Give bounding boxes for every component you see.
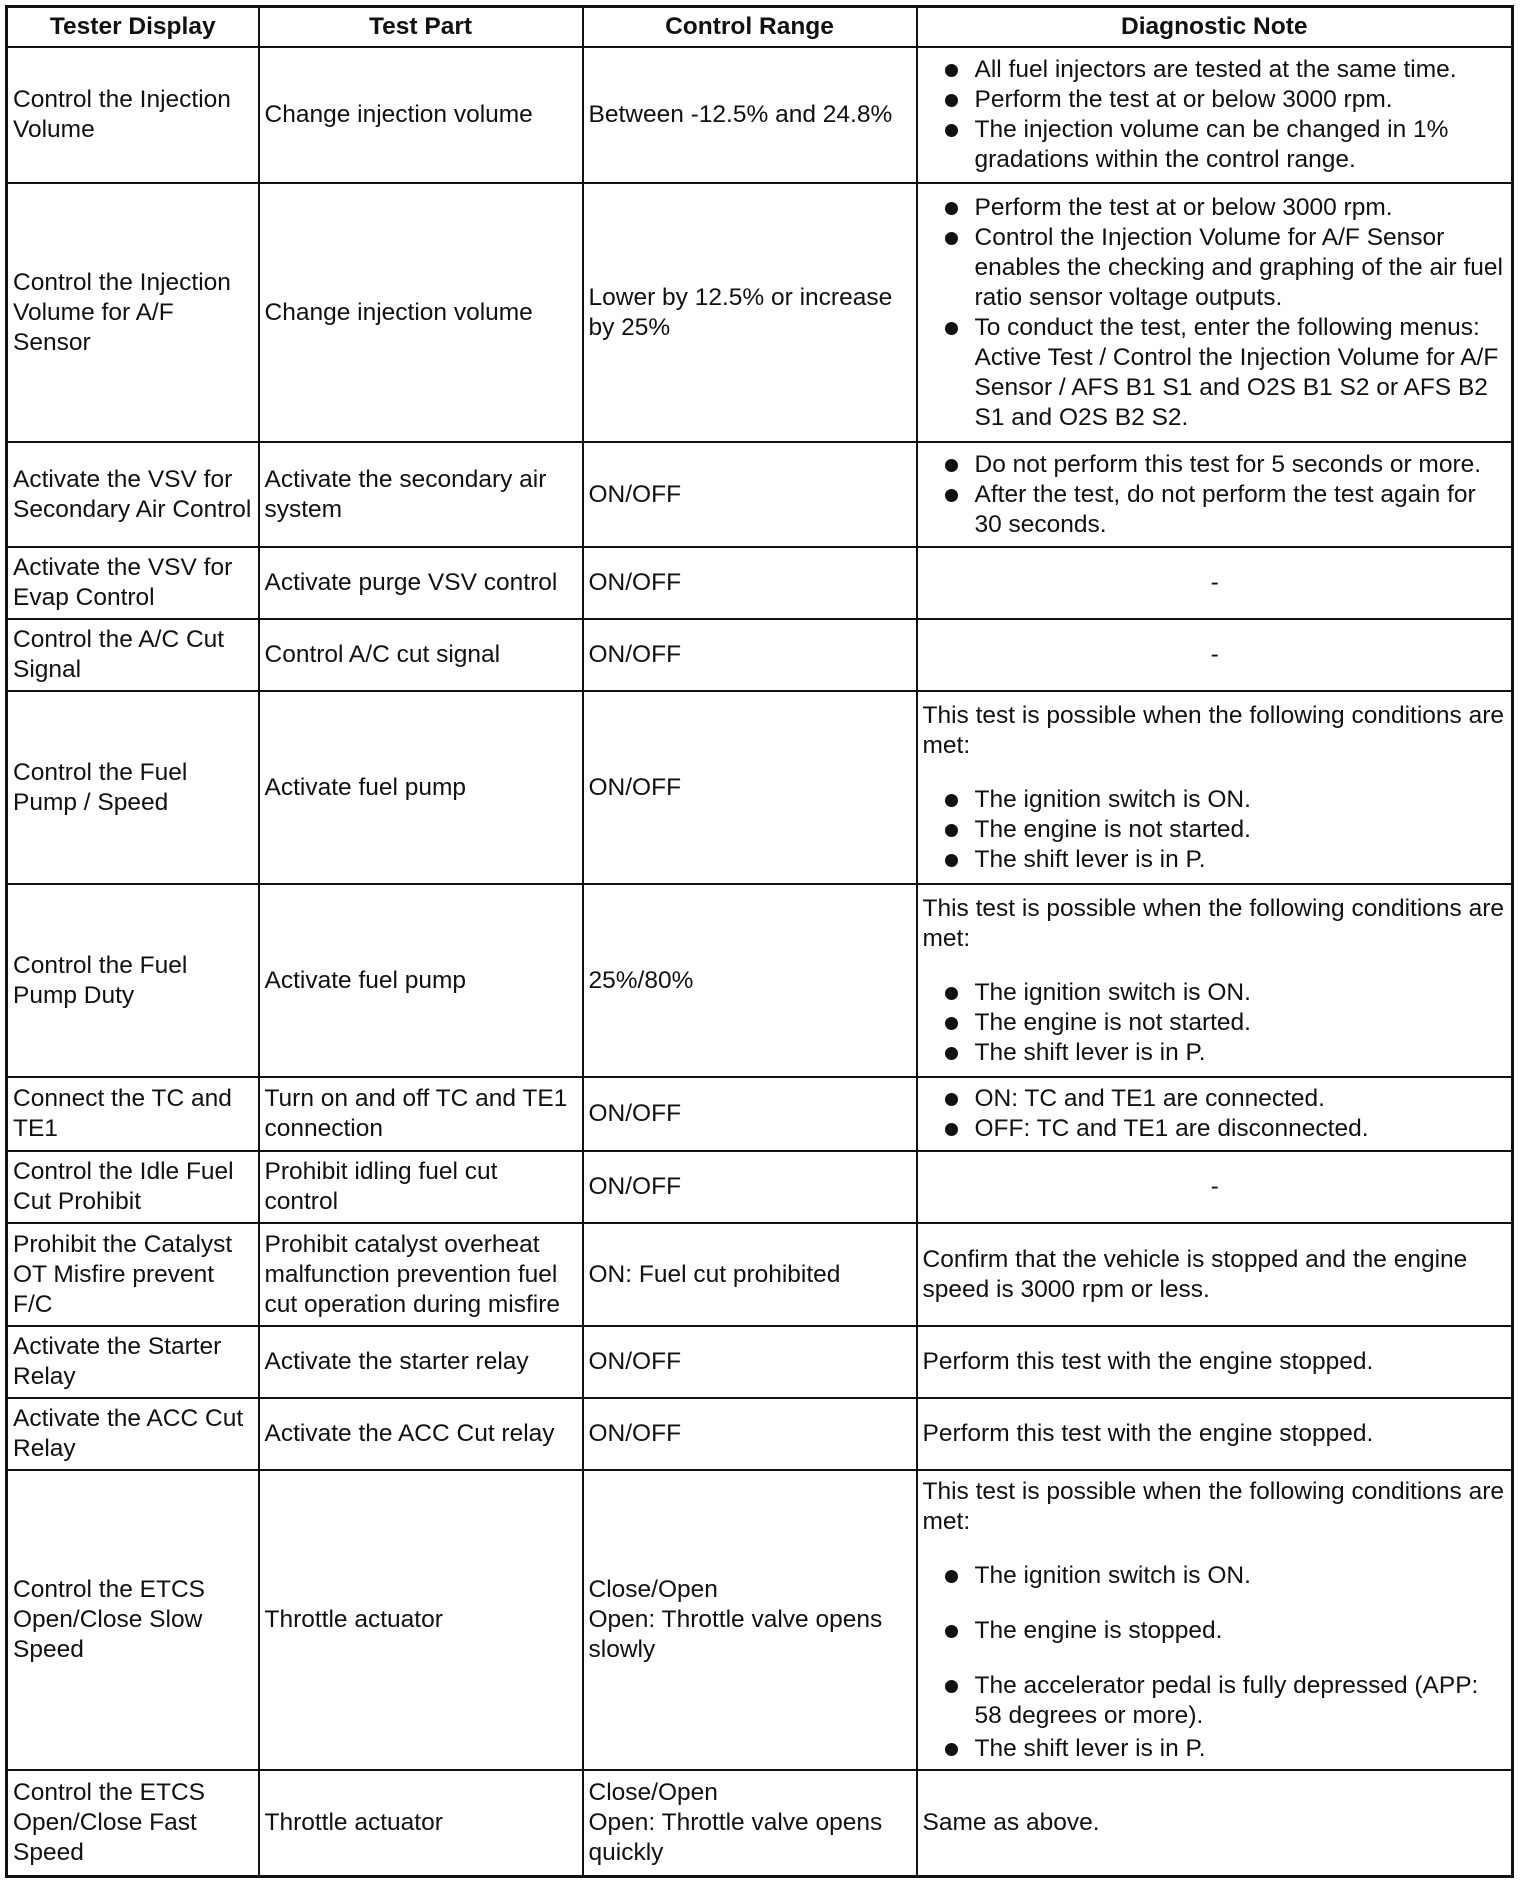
note-bullet: All fuel injectors are tested at the same time.	[923, 55, 1508, 85]
cell-diagnostic-note	[917, 47, 1513, 183]
cell-diagnostic-note: Same as above.	[917, 1770, 1513, 1876]
cell-tester-display: Control the ETCS Open/Close Fast Speed	[7, 1770, 259, 1876]
cell-tester-display: Activate the Starter Relay	[7, 1326, 259, 1398]
table-row	[7, 1770, 1513, 1876]
table-row	[7, 1326, 1513, 1398]
note-bullet: ON: TC and TE1 are connected.	[923, 1084, 1508, 1114]
note-bullet: To conduct the test, enter the following menus: Active Test / Control the Injection Volume for A/F Sensor / AFS B1 S1 and O2S B1 S2 or AFS B2 S1 and O2S B2 S2.	[923, 313, 1508, 433]
control-range-line: Open: Throttle valve opens quickly	[588, 1808, 883, 1866]
note-bullet: The shift lever is in P.	[923, 1734, 1508, 1764]
cell-tester-display: Control the ETCS Open/Close Slow Speed	[7, 1470, 259, 1770]
table-row	[7, 1223, 1513, 1326]
note-list	[923, 55, 1508, 175]
header-row	[7, 7, 1513, 48]
cell-tester-display: Connect the TC and TE1	[7, 1077, 259, 1151]
note-intro: This test is possible when the following conditions are met:	[922, 701, 1505, 759]
cell-diagnostic-note: Perform this test with the engine stopped.	[917, 1398, 1513, 1470]
cell-test-part: Activate the ACC Cut relay	[259, 1398, 583, 1470]
cell-tester-display: Activate the VSV for Secondary Air Control	[7, 442, 259, 547]
cell-test-part: Activate fuel pump	[259, 884, 583, 1077]
cell-test-part: Turn on and off TC and TE1 connection	[259, 1077, 583, 1151]
table-row	[7, 547, 1513, 619]
table-row	[7, 619, 1513, 691]
note-bullet: The shift lever is in P.	[923, 1038, 1508, 1068]
table-row	[7, 1151, 1513, 1223]
cell-control-range	[583, 1470, 917, 1770]
note-bullet: The engine is not started.	[923, 815, 1508, 845]
cell-control-range: ON/OFF	[583, 1326, 917, 1398]
table-row	[7, 183, 1513, 442]
cell-test-part: Prohibit idling fuel cut control	[259, 1151, 583, 1223]
note-bullet: OFF: TC and TE1 are disconnected.	[923, 1114, 1508, 1144]
cell-tester-display: Control the Injection Volume	[7, 47, 259, 183]
cell-tester-display: Control the Idle Fuel Cut Prohibit	[7, 1151, 259, 1223]
note-bullet: The engine is not started.	[923, 1008, 1508, 1038]
table-row	[7, 1077, 1513, 1151]
cell-control-range: ON/OFF	[583, 691, 917, 884]
table-row	[7, 691, 1513, 884]
cell-tester-display: Activate the ACC Cut Relay	[7, 1398, 259, 1470]
cell-diagnostic-note	[917, 1077, 1513, 1151]
cell-diagnostic-note: -	[917, 547, 1513, 619]
note-bullet: The ignition switch is ON.	[923, 785, 1508, 815]
cell-test-part: Throttle actuator	[259, 1470, 583, 1770]
control-range-line: Close/Open	[588, 1576, 718, 1603]
table-row	[7, 1470, 1513, 1770]
note-bullet: Control the Injection Volume for A/F Sensor enables the checking and graphing of the air fuel ratio sensor voltage outputs.	[923, 223, 1508, 313]
cell-tester-display: Control the Injection Volume for A/F Sensor	[7, 183, 259, 442]
note-bullet: The injection volume can be changed in 1% gradations within the control range.	[923, 115, 1508, 175]
cell-diagnostic-note: -	[917, 1151, 1513, 1223]
control-range-line: Open: Throttle valve opens slowly	[588, 1606, 883, 1663]
note-bullet: The shift lever is in P.	[923, 845, 1508, 875]
document-page	[5, 5, 1514, 1878]
note-intro: This test is possible when the following conditions are met:	[922, 1477, 1505, 1535]
note-bullet: After the test, do not perform the test again for 30 seconds.	[923, 480, 1508, 540]
cell-test-part: Change injection volume	[259, 183, 583, 442]
table-row	[7, 884, 1513, 1077]
table-row	[7, 442, 1513, 547]
cell-control-range: Between -12.5% and 24.8%	[583, 47, 917, 183]
note-bullet: Perform the test at or below 3000 rpm.	[923, 85, 1508, 115]
cell-diagnostic-note: Perform this test with the engine stopped.	[917, 1326, 1513, 1398]
cell-test-part: Prohibit catalyst overheat malfunction prevention fuel cut operation during misfire	[259, 1223, 583, 1326]
note-list	[923, 785, 1508, 875]
active-test-table	[5, 5, 1514, 1878]
note-list	[923, 1561, 1508, 1764]
note-bullet: Perform the test at or below 3000 rpm.	[923, 193, 1508, 223]
note-bullet: The accelerator pedal is fully depressed (APP: 58 degrees or more).	[923, 1671, 1508, 1731]
cell-control-range: ON/OFF	[583, 1398, 917, 1470]
note-bullet: The ignition switch is ON.	[923, 978, 1508, 1008]
header-control-range: Control Range	[583, 7, 917, 48]
cell-control-range: ON/OFF	[583, 619, 917, 691]
cell-test-part: Throttle actuator	[259, 1770, 583, 1876]
header-test-part: Test Part	[259, 7, 583, 48]
note-list	[923, 1084, 1508, 1144]
note-bullet: The ignition switch is ON.	[923, 1561, 1508, 1591]
cell-test-part: Control A/C cut signal	[259, 619, 583, 691]
cell-control-range	[583, 1770, 917, 1876]
cell-test-part: Activate the secondary air system	[259, 442, 583, 547]
cell-control-range: 25%/80%	[583, 884, 917, 1077]
note-list	[923, 450, 1508, 540]
cell-tester-display: Prohibit the Catalyst OT Misfire prevent F/C	[7, 1223, 259, 1326]
header-tester-display: Tester Display	[7, 7, 259, 48]
cell-control-range: ON: Fuel cut prohibited	[583, 1223, 917, 1326]
cell-control-range: ON/OFF	[583, 547, 917, 619]
cell-diagnostic-note	[917, 1470, 1513, 1770]
cell-control-range: ON/OFF	[583, 1151, 917, 1223]
cell-test-part: Activate purge VSV control	[259, 547, 583, 619]
cell-diagnostic-note: Confirm that the vehicle is stopped and the engine speed is 3000 rpm or less.	[917, 1223, 1513, 1326]
cell-control-range: ON/OFF	[583, 1077, 917, 1151]
table-row	[7, 1398, 1513, 1470]
cell-diagnostic-note	[917, 183, 1513, 442]
cell-tester-display: Control the A/C Cut Signal	[7, 619, 259, 691]
cell-control-range: ON/OFF	[583, 442, 917, 547]
cell-diagnostic-note	[917, 884, 1513, 1077]
cell-control-range: Lower by 12.5% or increase by 25%	[583, 183, 917, 442]
cell-tester-display: Activate the VSV for Evap Control	[7, 547, 259, 619]
note-intro: This test is possible when the following conditions are met:	[922, 894, 1505, 952]
cell-test-part: Change injection volume	[259, 47, 583, 183]
note-bullet: The engine is stopped.	[923, 1616, 1508, 1646]
cell-tester-display: Control the Fuel Pump Duty	[7, 884, 259, 1077]
note-bullet: Do not perform this test for 5 seconds or more.	[923, 450, 1508, 480]
cell-diagnostic-note	[917, 691, 1513, 884]
cell-diagnostic-note	[917, 442, 1513, 547]
note-list	[923, 193, 1508, 433]
cell-test-part: Activate fuel pump	[259, 691, 583, 884]
note-list	[923, 978, 1508, 1068]
cell-test-part: Activate the starter relay	[259, 1326, 583, 1398]
control-range-line: Close/Open	[588, 1778, 718, 1806]
header-diagnostic-note: Diagnostic Note	[917, 7, 1513, 48]
cell-diagnostic-note: -	[917, 619, 1513, 691]
table-row	[7, 47, 1513, 183]
cell-tester-display: Control the Fuel Pump / Speed	[7, 691, 259, 884]
